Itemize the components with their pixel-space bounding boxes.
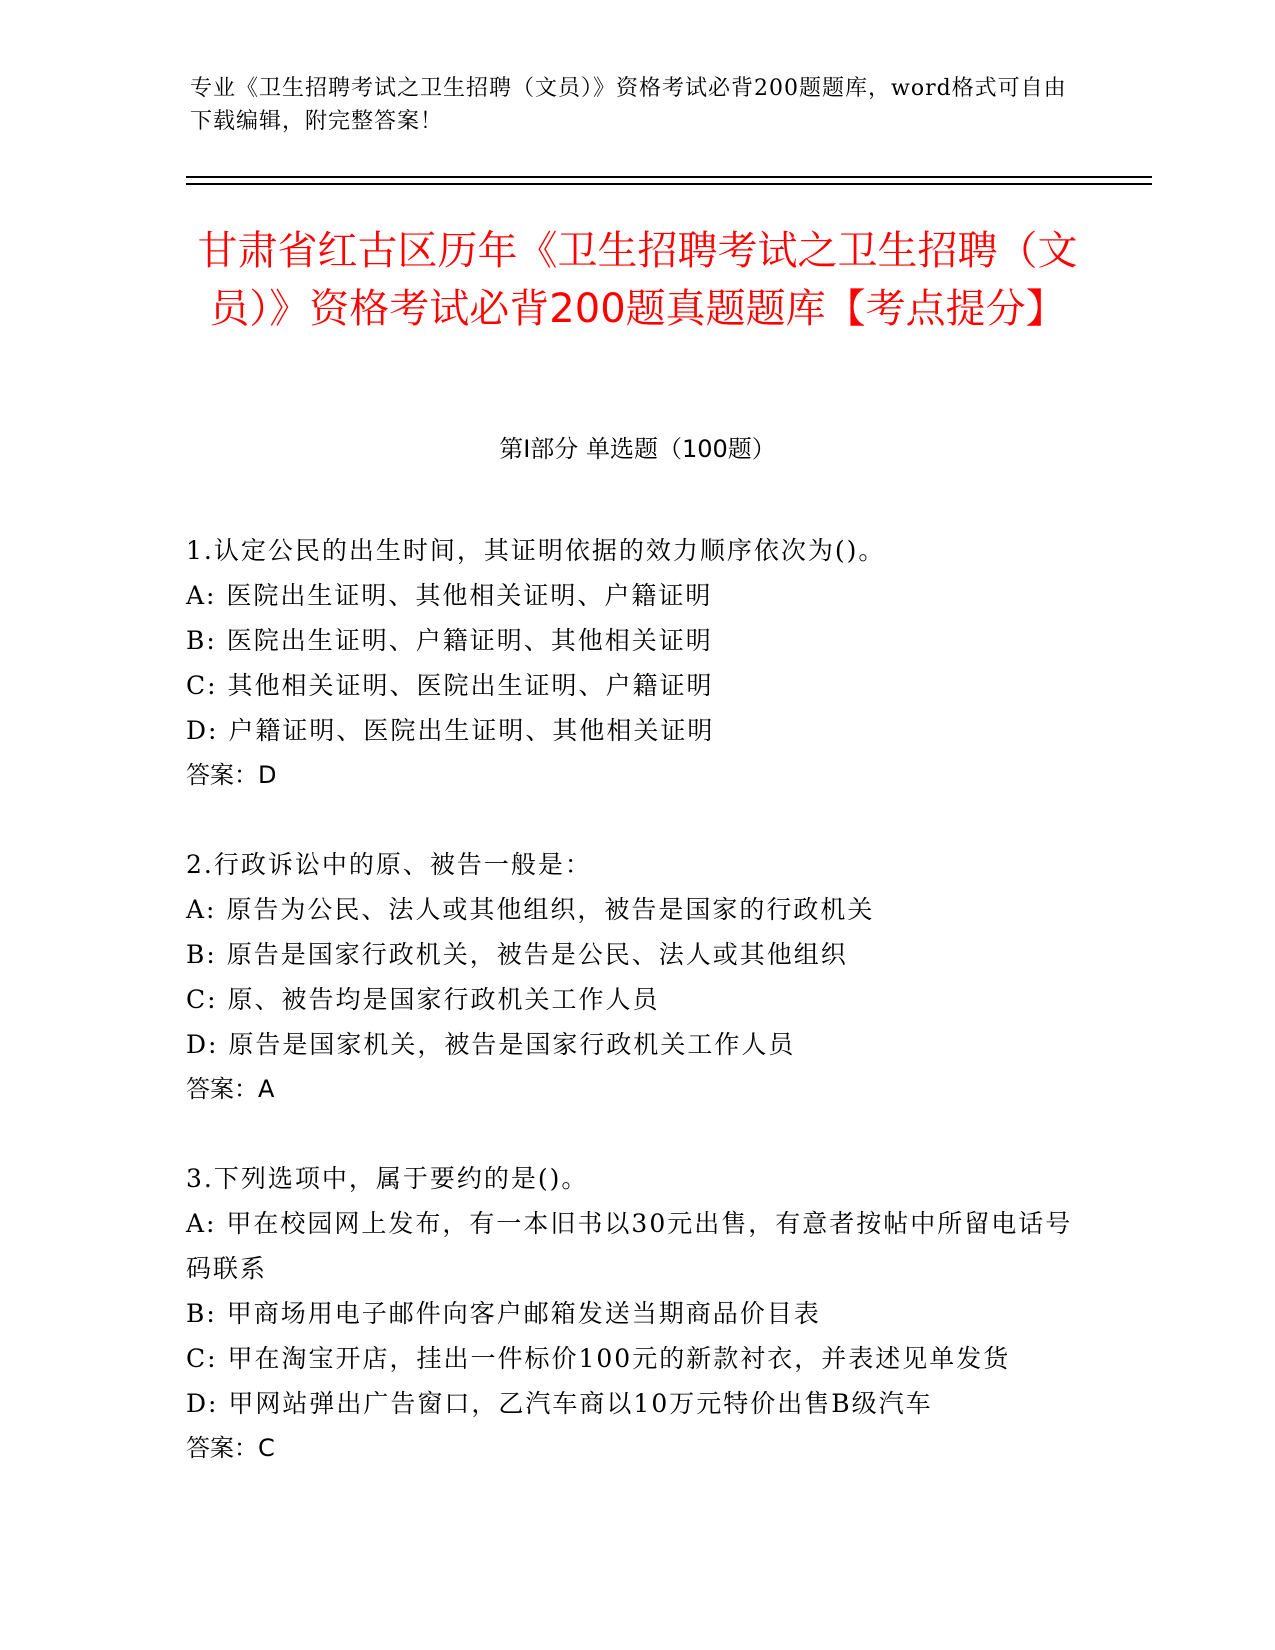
question-1 <box>186 528 1086 798</box>
question-2 <box>186 842 1086 1112</box>
document-title: 甘肃省红古区历年《卫生招聘考试之卫生招聘（文员）》资格考试必背200题真题题库【考点提分】 <box>197 228 1078 332</box>
question-stem: 2.行政诉讼中的原、被告一般是： <box>186 850 592 879</box>
answer: 答案：C <box>186 1434 275 1462</box>
header-rule-bottom <box>186 183 1152 185</box>
answer: 答案：A <box>186 1075 275 1103</box>
option-a: A: 医院出生证明、其他相关证明、户籍证明 <box>186 581 713 610</box>
option-d: D: 户籍证明、医院出生证明、其他相关证明 <box>186 716 715 745</box>
option-c: C: 其他相关证明、医院出生证明、户籍证明 <box>186 671 714 700</box>
option-a: A: 原告为公民、法人或其他组织，被告是国家的行政机关 <box>186 895 875 924</box>
option-c: C: 原、被告均是国家行政机关工作人员 <box>186 985 660 1014</box>
option-d: D: 甲网站弹出广告窗口，乙汽车商以10万元特价出售B级汽车 <box>186 1389 933 1418</box>
option-a: A: 甲在校园网上发布，有一本旧书以30元出售，有意者按帖中所留电话号码联系 <box>186 1209 1073 1283</box>
option-b: B: 原告是国家行政机关，被告是公民、法人或其他组织 <box>186 940 848 969</box>
option-c: C: 甲在淘宝开店，挂出一件标价100元的新款衬衣，并表述见单发货 <box>186 1344 1011 1373</box>
option-b: B: 医院出生证明、户籍证明、其他相关证明 <box>186 626 713 655</box>
question-stem: 1.认定公民的出生时间，其证明依据的效力顺序依次为()。 <box>186 536 886 565</box>
section-heading: 第I部分 单选题（100题） <box>499 435 776 463</box>
question-stem: 3.下列选项中，属于要约的是()。 <box>186 1164 589 1193</box>
question-3 <box>186 1156 1086 1471</box>
answer: 答案：D <box>186 761 277 789</box>
question-list <box>186 528 1086 1515</box>
option-d: D: 原告是国家机关，被告是国家行政机关工作人员 <box>186 1030 796 1059</box>
header-note: 专业《卫生招聘考试之卫生招聘（文员）》资格考试必背200题题库，word格式可自由下载编辑，附完整答案！ <box>190 76 1067 134</box>
header-rule-top <box>186 176 1152 178</box>
option-b: B: 甲商场用电子邮件向客户邮箱发送当期商品价目表 <box>186 1299 821 1328</box>
